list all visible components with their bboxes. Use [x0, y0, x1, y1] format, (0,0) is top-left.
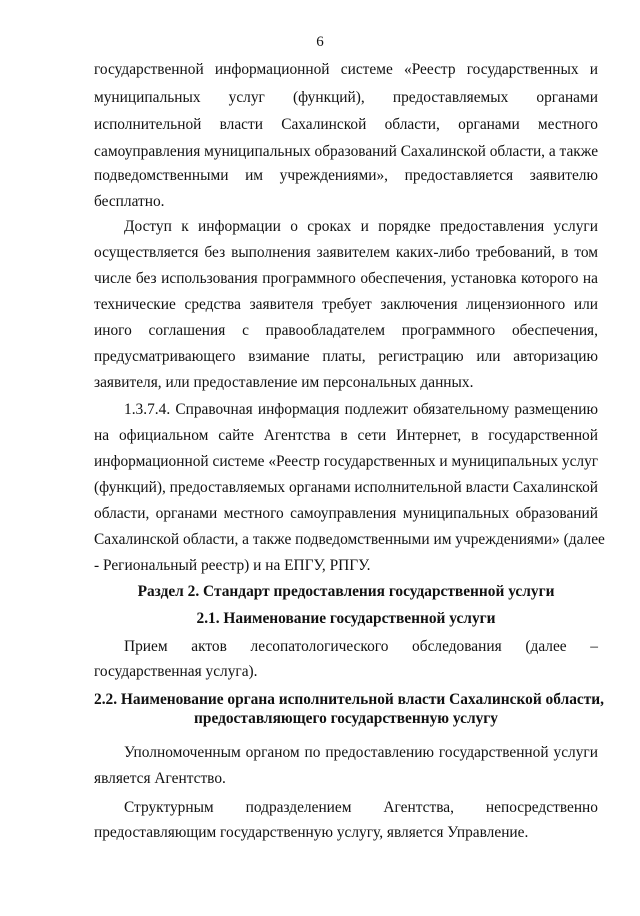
text-line: бесплатно.: [94, 193, 165, 210]
text-line: подведомственными им учреждениями», предоставляется заявителю: [94, 167, 598, 184]
text-line: Доступ к информации о сроках и порядке предоставления услуги: [124, 218, 598, 235]
page-number: 6: [316, 34, 324, 50]
text-line: предоставляющим государственную услугу, является Управление.: [94, 824, 529, 841]
text-line: на официальном сайте Агентства в сети Интернет, в государственной: [94, 427, 598, 444]
text-line: 1.3.7.4. Справочная информация подлежит обязательному размещению: [124, 401, 598, 418]
text-line: заявителя, или предоставление им персональных данных.: [94, 374, 474, 391]
text-line: Сахалинской области, а также подведомственными им учреждениями» (далее: [94, 531, 605, 548]
text-line: области, органами местного самоуправления муниципальных образований: [94, 505, 598, 522]
text-line: осуществляется без выполнения заявителем каких-либо требований, в том: [94, 244, 598, 261]
text-line: самоуправления муниципальных образований Сахалинской области, а также: [94, 143, 599, 160]
subsection-heading: предоставляющего государственную услугу: [194, 710, 498, 727]
subsection-heading: 2.1. Наименование государственной услуги: [196, 610, 496, 627]
text-line: Уполномоченным органом по предоставлению государственной услуги: [124, 744, 598, 761]
text-line: является Агентство.: [94, 770, 226, 787]
text-line: Структурным подразделением Агентства, непосредственно: [124, 799, 598, 816]
section-heading: Раздел 2. Стандарт предоставления государственной услуги: [137, 583, 555, 600]
text-line: Прием актов лесопатологического обследования (далее –: [124, 638, 598, 655]
text-line: исполнительной власти Сахалинской области, органами местного: [94, 116, 598, 133]
text-line: информационной системе «Реестр государственных и муниципальных услуг: [94, 453, 599, 470]
subsection-heading: 2.2. Наименование органа исполнительной власти Сахалинской области,: [94, 691, 605, 708]
text-line: иного соглашения с правообладателем программного обеспечения,: [94, 322, 598, 339]
text-line: государственная услуга).: [94, 663, 258, 680]
text-line: предусматривающего взимание платы, регистрацию или авторизацию: [94, 348, 598, 365]
text-line: (функций), предоставляемых органами исполнительной власти Сахалинской: [94, 479, 599, 496]
text-line: государственной информационной системе «Реестр государственных и: [94, 61, 598, 78]
text-line: технические средства заявителя требует заключения лицензионного или: [94, 296, 598, 313]
text-line: числе без использования программного обеспечения, установка которого на: [94, 270, 598, 287]
text-line: - Региональный реестр) и на ЕПГУ, РПГУ.: [94, 557, 371, 574]
text-line: муниципальных услуг (функций), предоставляемых органами: [94, 89, 598, 106]
